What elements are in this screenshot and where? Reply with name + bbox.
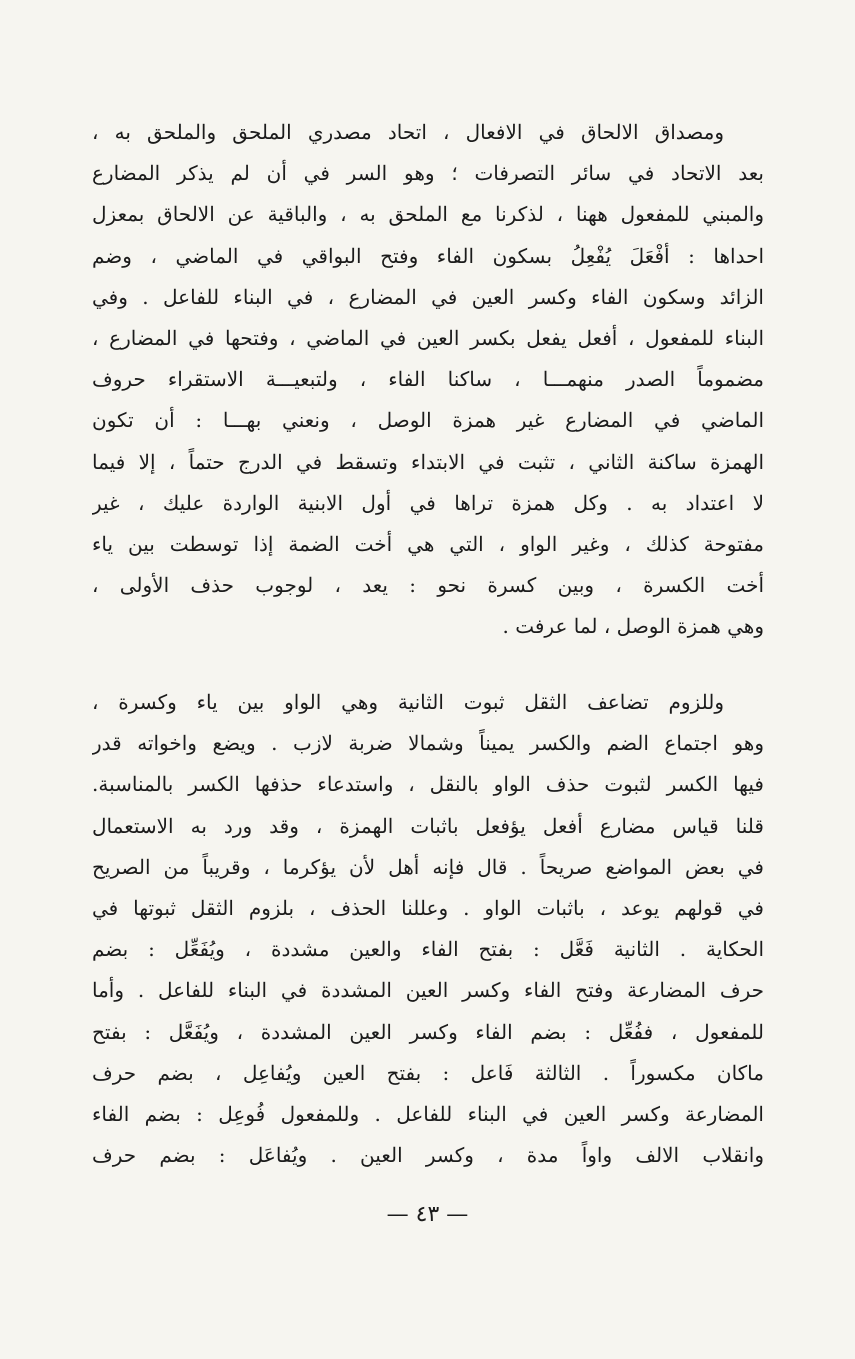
text-line: في قولهم يوعد ، باثبات الواو . وعللنا الحذف ، بلزوم الثقل ثبوتها في bbox=[92, 895, 764, 920]
text-line: الزائد وسكون الفاء وكسر العين في المضارع ، في البناء للفاعل . وفي bbox=[92, 284, 764, 309]
text-line: المضارعة وكسر العين في البناء للفاعل . وللمفعول فُوعِل : بضم الفاء bbox=[92, 1101, 764, 1126]
text-line: للمفعول ، ففُعِّل : بضم الفاء وكسر العين المشددة ، ويُفَعَّل : بفتح bbox=[92, 1019, 764, 1044]
text-line: احداها : أفْعَلَ يُفْعِلُ بسكون الفاء وفتح البواقي في الماضي ، وضم bbox=[92, 243, 764, 268]
text-line: البناء للمفعول ، أفعل يفعل بكسر العين في الماضي ، وفتحها في المضارع ، bbox=[92, 325, 764, 350]
text-line: حرف المضارعة وفتح الفاء وكسر العين المشددة في البناء للفاعل . وأما bbox=[92, 978, 764, 1003]
text-line: قلنا قياس مضارع أفعل يؤفعل باثبات الهمزة ، وقد ورد به الاستعمال bbox=[92, 813, 764, 838]
text-line: بعد الاتحاد في سائر التصرفات ؛ وهو السر في أن لم يذكر المضارع bbox=[92, 161, 764, 186]
text-line: والمبني للمفعول ههنا ، لذكرنا مع الملحق به ، والباقية عن الالحاق بمعزل bbox=[92, 202, 764, 227]
paragraph-1 bbox=[92, 112, 764, 647]
text-line: الماضي في المضارع غير همزة الوصل ، ونعني بهـــا : أن تكون bbox=[92, 408, 764, 433]
paragraph-2 bbox=[92, 682, 764, 1176]
text-line: الهمزة ساكنة الثاني ، تثبت في الابتداء وتسقط في الدرج حتماً ، إلا فيما bbox=[92, 449, 764, 474]
text-line: مفتوحة كذلك ، وغير الواو ، التي هي أخت الضمة إذا توسطت بين ياء bbox=[92, 531, 764, 556]
text-line: ماكان مكسوراً . الثالثة فَاعل : بفتح العين ويُفاعِل ، بضم حرف bbox=[92, 1060, 764, 1085]
text-line: وانقلاب الالف واواً مدة ، وكسر العين . ويُفاعَل : بضم حرف bbox=[92, 1143, 764, 1168]
text-line: لا اعتداد به . وكل همزة تراها في أول الابنية الواردة عليك ، غير bbox=[92, 490, 764, 515]
page-number: — ٤٣ — bbox=[386, 1202, 469, 1227]
text-line: وللزوم تضاعف الثقل ثبوت الثانية وهي الواو بين ياء وكسرة ، bbox=[92, 690, 724, 714]
text-line: الحكاية . الثانية فَعَّل : بفتح الفاء والعين مشددة ، ويُفَعِّل : بضم bbox=[92, 937, 764, 962]
text-line: وهي همزة الوصل ، لما عرفت . bbox=[502, 614, 764, 639]
text-line: أخت الكسرة ، وبين كسرة نحو : يعد ، لوجوب حذف الأولى ، bbox=[92, 573, 764, 598]
text-line: ومصداق الالحاق في الافعال ، اتحاد مصدري الملحق والملحق به ، bbox=[92, 120, 724, 144]
text-line: في بعض المواضع صريحاً . قال فإنه أهل لأن يؤكرما ، وقريباً من الصريح bbox=[92, 854, 764, 879]
text-line: مضموماً الصدر منهمـــا ، ساكنا الفاء ، ولتبعيـــة الاستقراء حروف bbox=[92, 367, 764, 392]
text-line: وهو اجتماع الضم والكسر يميناً وشمالا ضربة لازب . ويضع واخواته قدر bbox=[92, 731, 764, 756]
text-line: فيها الكسر لثبوت حذف الواو بالنقل ، واستدعاء حذفها الكسر بالمناسبة. bbox=[92, 772, 764, 797]
